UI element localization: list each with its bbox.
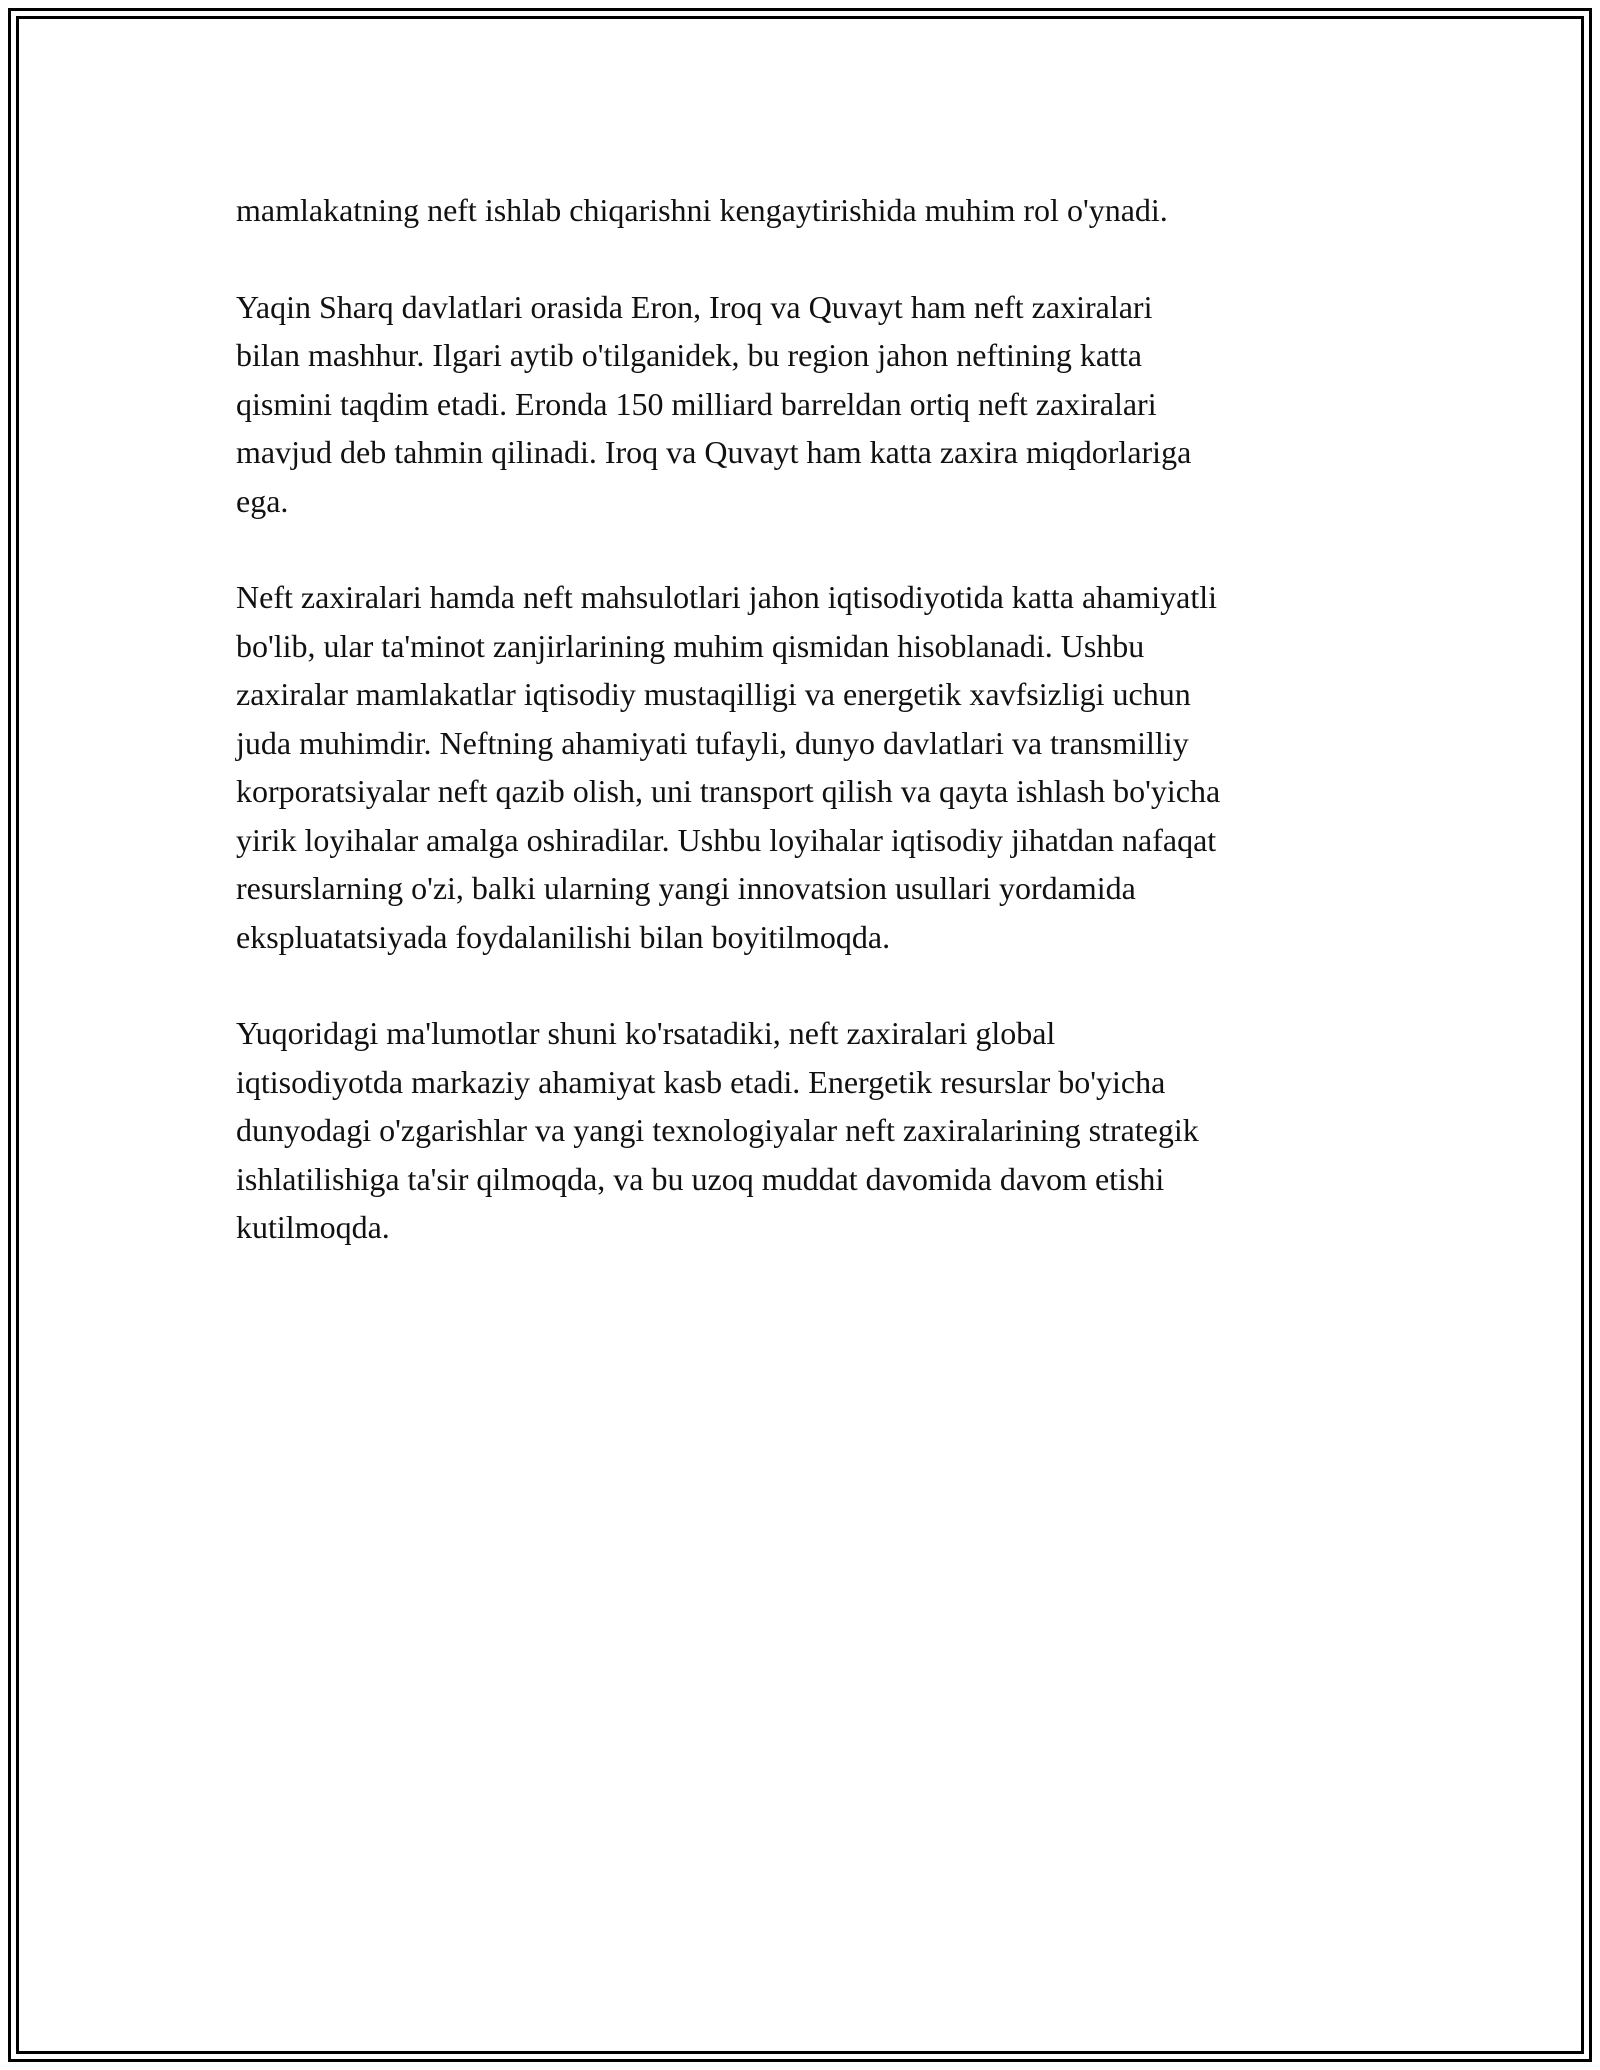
text-line: mamlakatning neft ishlab chiqarishni kengaytirishida muhim rol o'ynadi.	[236, 192, 1168, 228]
text-line: iqtisodiyotda markaziy ahamiyat kasb etadi. Energetik resurslar bo'yicha	[236, 1063, 1166, 1100]
text-line: kutilmoqda.	[236, 1209, 390, 1245]
text-line: yirik loyihalar amalga oshiradilar. Ushbu loyihalar iqtisodiy jihatdan nafaqat	[236, 821, 1217, 858]
text-line: mavjud deb tahmin qilinadi. Iroq va Quvayt ham katta zaxira miqdorlariga	[236, 434, 1192, 470]
text-line: resurslarning o'zi, balki ularning yangi innovatsion usullari yordamida	[236, 870, 1136, 906]
text-line: ishlatilishiga ta'sir qilmoqda, va bu uzoq muddat davomida davom etishi	[236, 1160, 1165, 1197]
text-line: zaxiralar mamlakatlar iqtisodiy mustaqilligi va energetik xavfsizligi uchun	[236, 676, 1191, 712]
text-line: Yuqoridagi ma'lumotlar shuni ko'rsatadiki, neft zaxiralari global	[236, 1015, 1056, 1051]
paragraph-2	[236, 283, 1376, 526]
paragraph-4	[236, 1009, 1376, 1252]
text-line: dunyodagi o'zgarishlar va yangi texnologiyalar neft zaxiralarining strategik	[236, 1112, 1199, 1148]
text-line: korporatsiyalar neft qazib olish, uni transport qilish va qayta ishlash bo'yicha	[236, 773, 1221, 809]
paragraph-1	[236, 186, 1376, 235]
text-line: bo'lib, ular ta'minot zanjirlarining muhim qismidan hisoblanadi. Ushbu	[236, 627, 1145, 664]
text-line: Yaqin Sharq davlatlari orasida Eron, Iroq va Quvayt ham neft zaxiralari	[236, 288, 1153, 325]
document-body	[236, 186, 1376, 1300]
text-line: ega.	[236, 482, 289, 519]
text-line: Neft zaxiralari hamda neft mahsulotlari jahon iqtisodiyotida katta ahamiyatli	[236, 579, 1218, 615]
text-line: juda muhimdir. Neftning ahamiyati tufayli, dunyo davlatlari va transmilliy	[236, 724, 1189, 761]
paragraph-3	[236, 573, 1376, 961]
text-line: bilan mashhur. Ilgari aytib o'tilganidek, bu region jahon neftining katta	[236, 337, 1142, 373]
text-line: ekspluatatsiyada foydalanilishi bilan boyitilmoqda.	[236, 918, 891, 955]
text-line: qismini taqdim etadi. Eronda 150 milliard barreldan ortiq neft zaxiralari	[236, 385, 1157, 422]
